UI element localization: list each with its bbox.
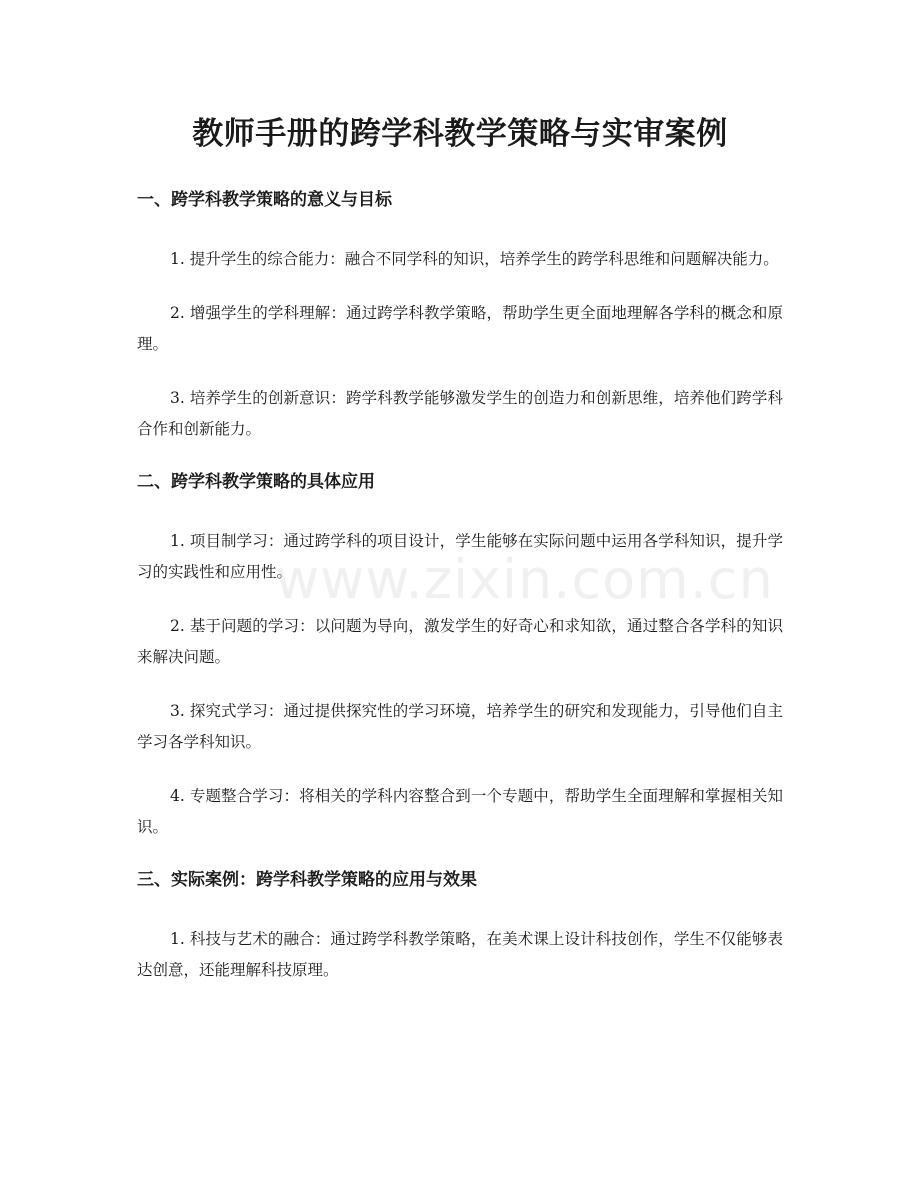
list-item: 2. 增强学生的学科理解：通过跨学科教学策略，帮助学生更全面地理解各学科的概念和原理。 [137,304,783,353]
section-heading: 三、实际案例：跨学科教学策略的应用与效果 [137,870,477,890]
list-item: 4. 专题整合学习：将相关的学科内容整合到一个专题中，帮助学生全面理解和掌握相关知识。 [137,787,783,836]
page-title: 教师手册的跨学科教学策略与实审案例 [192,116,728,152]
list-item: 1. 项目制学习：通过跨学科的项目设计，学生能够在实际问题中运用各学科知识，提升学习的实践性和应用性。 [137,532,783,581]
list-item: 1. 提升学生的综合能力：融合不同学科的知识，培养学生的跨学科思维和问题解决能力。 [170,250,779,268]
section-heading: 一、跨学科教学策略的意义与目标 [137,190,392,210]
document-body [137,186,783,1009]
section-3 [137,866,783,986]
list-item: 1. 科技与艺术的融合：通过跨学科教学策略，在美术课上设计科技创作，学生不仅能够表达创意，还能理解科技原理。 [137,930,783,979]
list-item: 2. 基于问题的学习：以问题为导向，激发学生的好奇心和求知欲，通过整合各学科的知识来解决问题。 [137,617,783,666]
section-1 [137,186,783,445]
list-item: 3. 探究式学习：通过提供探究性的学习环境，培养学生的研究和发现能力，引导他们自主学习各学科知识。 [137,702,783,751]
section-heading: 二、跨学科教学策略的具体应用 [137,472,375,492]
section-2 [137,468,783,843]
list-item: 3. 培养学生的创新意识：跨学科教学能够激发学生的创造力和创新思维，培养他们跨学科合作和创新能力。 [137,389,783,438]
watermark: www.zixin.com.cn [275,548,774,611]
